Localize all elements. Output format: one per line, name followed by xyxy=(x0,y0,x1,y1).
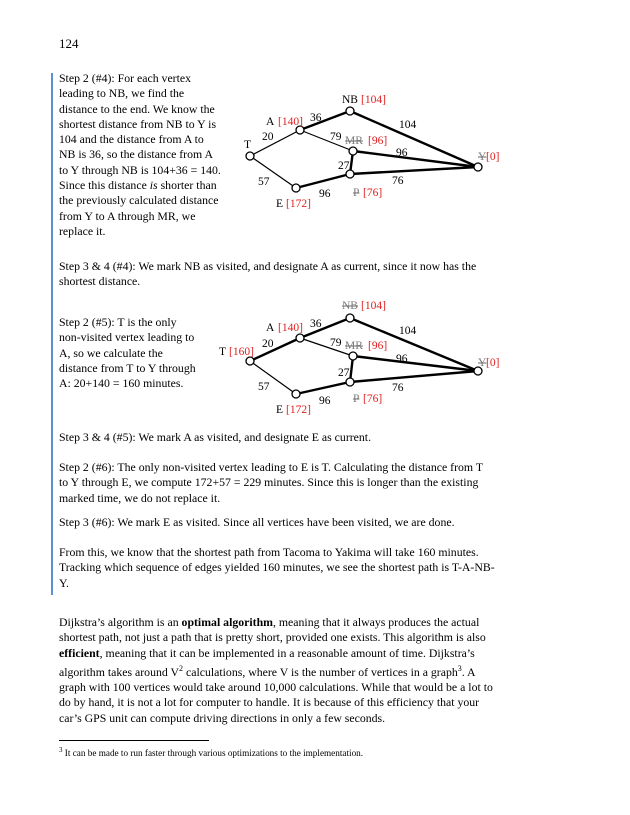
edge-p-y xyxy=(350,371,478,382)
weight-a-nb: 36 xyxy=(310,112,322,124)
text-line: 104 and the distance from A to xyxy=(59,132,204,147)
emphasis: is xyxy=(149,178,158,193)
text-line: from Y to A through MR, we xyxy=(59,208,196,223)
vertex-label-nb: NB xyxy=(342,300,358,312)
step34-5-paragraph xyxy=(59,430,579,445)
edge-t-e xyxy=(250,361,296,394)
value-p: [76] xyxy=(363,187,383,199)
value-e: [172] xyxy=(286,404,311,416)
edge-t-a xyxy=(250,130,300,156)
footnote xyxy=(59,746,363,758)
value-nb: [104] xyxy=(361,300,386,312)
graph-step2-4 xyxy=(238,86,500,216)
value-y: [0] xyxy=(486,357,500,369)
step2-5-paragraph xyxy=(59,315,229,391)
value-p: [76] xyxy=(363,393,383,405)
text-line: A, so we calculate the xyxy=(59,345,163,360)
weight-p-y: 76 xyxy=(392,382,404,394)
text-line: distance from T to Y through xyxy=(59,360,196,375)
text-line: NB is 36, so the distance from A xyxy=(59,147,213,162)
change-bar xyxy=(51,73,53,595)
text-line: From this, we know that the shortest path from Tacoma to Yakima will take 160 minutes. xyxy=(59,545,479,559)
value-y: [0] xyxy=(486,151,500,163)
weight-a-mr: 79 xyxy=(330,337,342,349)
vertex-nb xyxy=(346,314,354,322)
vertex-label-mr: MR xyxy=(345,340,363,352)
vertex-label-e: E xyxy=(276,198,284,210)
text-line: shortest path, not just a path that is pretty short, provided one exists. This algorithm is also xyxy=(59,630,486,645)
footnote-marker: 3 xyxy=(59,746,63,754)
weight-t-a: 20 xyxy=(262,338,274,350)
footnote-ref[interactable]: 3 xyxy=(457,663,462,673)
weight-p-y: 76 xyxy=(392,175,404,187)
text-line: the previously calculated distance xyxy=(59,193,219,208)
value-e: [172] xyxy=(286,198,311,210)
weight-mr-y: 96 xyxy=(396,147,408,159)
weight-t-e: 57 xyxy=(258,381,270,393)
text-line: Step 2 (#4): For each vertex xyxy=(59,71,192,85)
text-line: A: 20+140 = 160 minutes. xyxy=(59,376,184,391)
value-mr: [96] xyxy=(368,340,388,352)
graph-step2-5 xyxy=(215,293,500,423)
weight-t-a: 20 xyxy=(262,131,274,143)
dijkstra-paragraph xyxy=(59,615,599,726)
value-t: [160] xyxy=(229,346,254,358)
text-line: to Y through E, we compute 172+57 = 229 minutes. Since this is longer than the existing xyxy=(59,475,479,490)
term-optimal-algorithm: optimal algorithm xyxy=(181,615,273,629)
vertex-mr xyxy=(349,147,357,155)
vertex-label-t: T xyxy=(244,139,252,151)
weight-nb-y: 104 xyxy=(399,119,417,131)
text-line: shortest distance from NB to Y is xyxy=(59,116,217,131)
step2-4-paragraph xyxy=(59,71,239,239)
text-line: replace it. xyxy=(59,223,106,238)
page-number: 124 xyxy=(59,36,79,51)
vertex-y xyxy=(474,163,482,171)
edge-t-a xyxy=(250,338,300,361)
vertex-label-p: P xyxy=(353,187,360,199)
value-nb: [104] xyxy=(361,94,386,106)
footnote-divider xyxy=(59,740,209,741)
vertex-label-p: P xyxy=(353,393,360,405)
vertex-label-a: A xyxy=(266,116,275,128)
vertex-t xyxy=(246,152,254,160)
weight-a-mr: 79 xyxy=(330,131,342,143)
vertex-e xyxy=(292,184,300,192)
vertex-nb xyxy=(346,107,354,115)
text-line: non-visited vertex leading to xyxy=(59,330,195,345)
text-line: Step 3 & 4 (#5): We mark A as visited, and designate E as current. xyxy=(59,430,372,444)
footnote-text: It can be made to run faster through various optimizations to the implementation. xyxy=(62,748,364,759)
vertex-p xyxy=(346,378,354,386)
vertex-mr xyxy=(349,352,357,360)
text-line: Since this distance is shorter than xyxy=(59,178,217,193)
value-a: [140] xyxy=(278,322,303,334)
vertex-label-y: Y xyxy=(478,151,487,163)
vertex-label-e: E xyxy=(276,404,284,416)
edge-t-e xyxy=(250,156,296,188)
vertex-label-t: T xyxy=(219,346,227,358)
text-line: Step 3 & 4 (#4): We mark NB as visited, and designate A as current, since it now has the xyxy=(59,259,477,273)
weight-nb-y: 104 xyxy=(399,325,417,337)
step3-6-paragraph xyxy=(59,515,589,530)
conclusion-paragraph xyxy=(59,545,589,591)
text-line: Step 2 (#6): The only non-visited vertex leading to E is T. Calculating the distance from T xyxy=(59,460,484,474)
edge-a-nb xyxy=(300,318,350,338)
value-mr: [96] xyxy=(368,135,388,147)
text-line: do by hand, it is not a lot for computer to handle. It is because of this efficiency that your xyxy=(59,695,480,710)
text-line: distance to the end. We know the xyxy=(59,101,215,116)
text-line: Y. xyxy=(59,575,69,590)
text-line: marked time, we do not replace it. xyxy=(59,490,221,505)
text-line: Dijkstra’s algorithm is an optimal algorithm, meaning that it always produces the actual xyxy=(59,615,480,629)
edge-e-p xyxy=(296,174,350,188)
edge-a-nb xyxy=(300,111,350,130)
text-line: car’s GPS unit can compute driving directions in only a few seconds. xyxy=(59,710,386,725)
vertex-a xyxy=(296,334,304,342)
vertex-label-mr: MR xyxy=(345,135,363,147)
weight-mr-y: 96 xyxy=(396,353,408,365)
text-line: Tracking which sequence of edges yielded 160 minutes, we see the shortest path is T-A-NB- xyxy=(59,560,495,575)
vertex-label-nb: NB xyxy=(342,94,358,106)
text-line: leading to NB, we find the xyxy=(59,86,185,101)
value-a: [140] xyxy=(278,116,303,128)
superscript: 2 xyxy=(179,663,184,673)
weight-e-p: 96 xyxy=(319,188,331,200)
weight-e-p: 96 xyxy=(319,395,331,407)
text-line: Step 2 (#5): T is the only xyxy=(59,315,177,329)
weight-mr-p: 27 xyxy=(338,367,350,379)
text-line: to Y through NB is 104+36 = 140. xyxy=(59,162,221,177)
vertex-label-y: Y xyxy=(478,357,487,369)
term-efficient: efficient xyxy=(59,645,100,660)
text-line: shortest distance. xyxy=(59,274,141,289)
vertex-label-a: A xyxy=(266,322,275,334)
text-line: Step 3 (#6): We mark E as visited. Since all vertices have been visited, we are done. xyxy=(59,515,455,529)
weight-a-nb: 36 xyxy=(310,318,322,330)
step34-4-paragraph xyxy=(59,259,579,290)
weight-t-e: 57 xyxy=(258,176,270,188)
text-line: graph with 100 vertices would take around 10,000 calculations. While that would be a lot to xyxy=(59,680,493,695)
text-line: efficient, meaning that it can be implemented in a reasonable amount of time. Dijkstra’s xyxy=(59,645,475,660)
text-line: algorithm takes around $V^2$ calculations, where V is the number of vertices in a graph$^3$. A xyxy=(59,663,476,679)
edge-e-p xyxy=(296,382,350,394)
vertex-e xyxy=(292,390,300,398)
weight-mr-p: 27 xyxy=(338,160,350,172)
step2-6-paragraph xyxy=(59,460,589,506)
vertex-t xyxy=(246,357,254,365)
edge-p-y xyxy=(350,167,478,174)
